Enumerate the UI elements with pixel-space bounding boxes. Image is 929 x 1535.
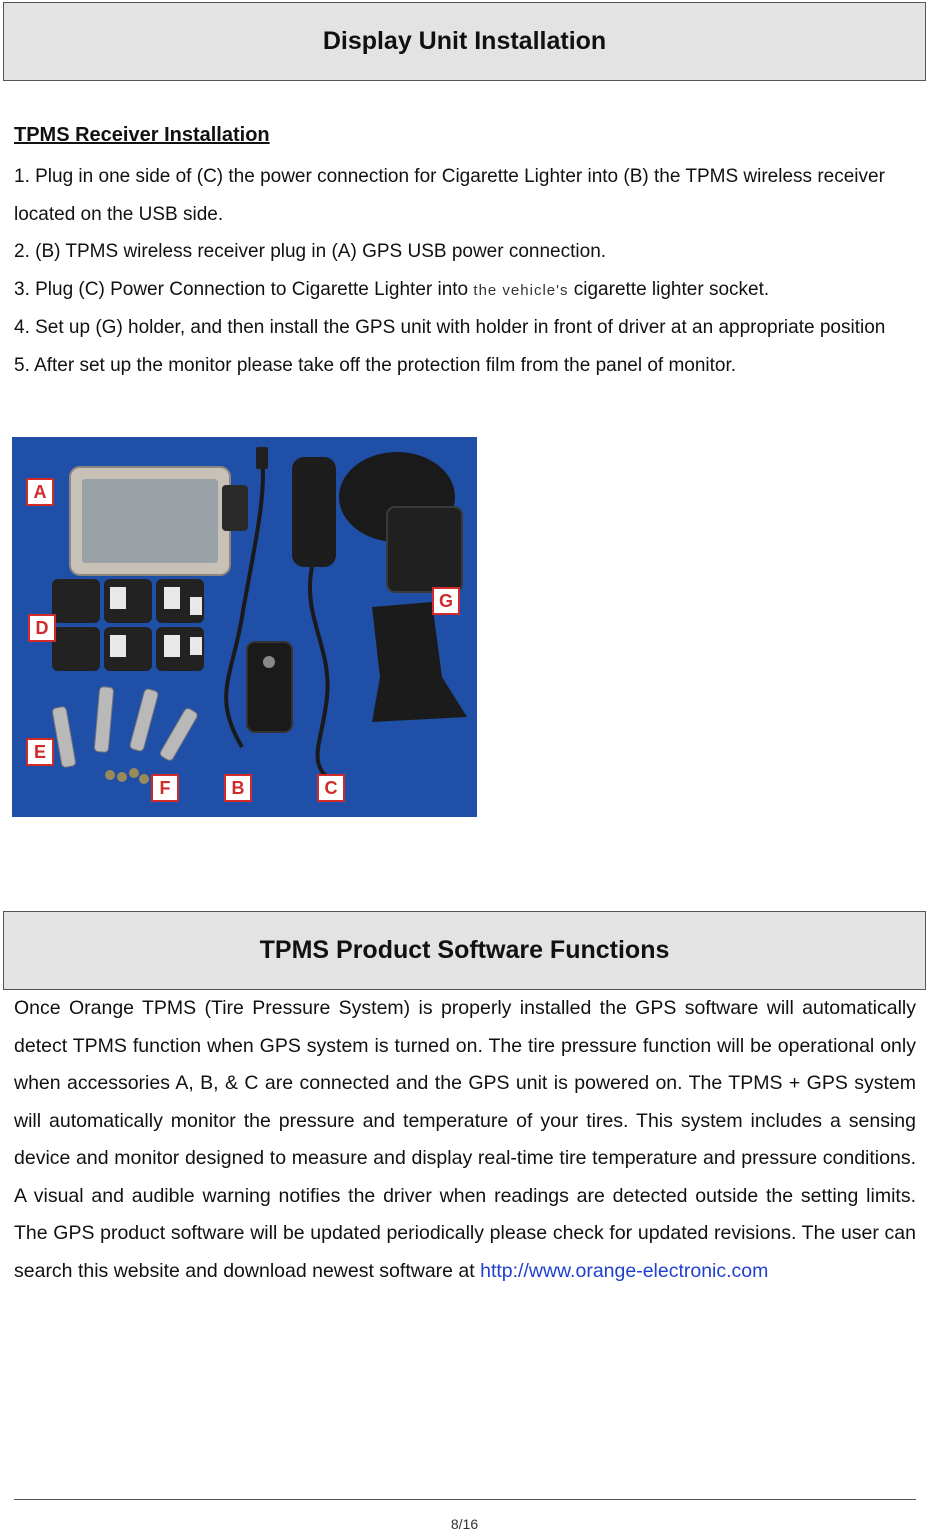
- installation-step: 1. Plug in one side of (C) the power connection for Cigarette Lighter into (B) the TPMS wireless receiver located on the USB side.: [14, 166, 885, 225]
- cigarette-lighter-plug-shape: [292, 457, 336, 567]
- inline-small-text: the vehicle's: [473, 281, 569, 299]
- section-heading-tpms-receiver: TPMS Receiver Installation: [14, 124, 270, 146]
- product-kit-illustration: [12, 437, 477, 817]
- website-link[interactable]: http://www.orange-electronic.com: [480, 1259, 769, 1282]
- section-banner-display-unit-installation: [3, 2, 926, 81]
- photo-label-e: E: [26, 738, 54, 766]
- photo-label-a: A: [26, 478, 54, 506]
- photo-label-d: D: [28, 614, 56, 642]
- footer-divider: [14, 1499, 916, 1500]
- product-kit-photo: [12, 437, 477, 817]
- banner-title: Display Unit Installation: [322, 27, 607, 55]
- installation-step: 5. After set up the monitor please take off the protection film from the panel of monitor.: [14, 354, 737, 376]
- installation-step: 2. (B) TPMS wireless receiver plug in (A) GPS USB power connection.: [14, 241, 607, 262]
- installation-step: 3. Plug (C) Power Connection to Cigarette Lighter into the vehicle's cigarette lighter socket.: [14, 278, 770, 300]
- receiver-box-shape: [247, 642, 292, 732]
- installation-step: 4. Set up (G) holder, and then install the GPS unit with holder in front of driver at an appropriate position: [14, 317, 886, 338]
- photo-label-c: C: [317, 774, 345, 802]
- page-number: 8/16: [450, 1516, 479, 1532]
- photo-label-f: F: [151, 774, 179, 802]
- software-functions-paragraph: Once Orange TPMS (Tire Pressure System) is properly installed the GPS software will automatically detect TPMS function when GPS system is turned on. The tire pressure function will be operational only when accessories A, B, & C are connected and the GPS unit is powered on. The TPMS + GPS system will automatically monitor the pressure and temperature of your tires. This system includes a sensing device and monitor designed to measure and display real-time tire temperature and pressure conditions. A visual and audible warning notifies the driver when readings are detected outside the setting limits. The GPS product software will be updated periodically please check for updated revisions. The user can search this website and download newest software at http://www.orange-electronic.com: [14, 997, 916, 1282]
- banner-title: TPMS Product Software Functions: [259, 936, 670, 964]
- section-banner-software-functions: [3, 911, 926, 990]
- photo-label-g: G: [432, 587, 460, 615]
- installation-steps-list: [14, 158, 914, 384]
- photo-label-b: B: [224, 774, 252, 802]
